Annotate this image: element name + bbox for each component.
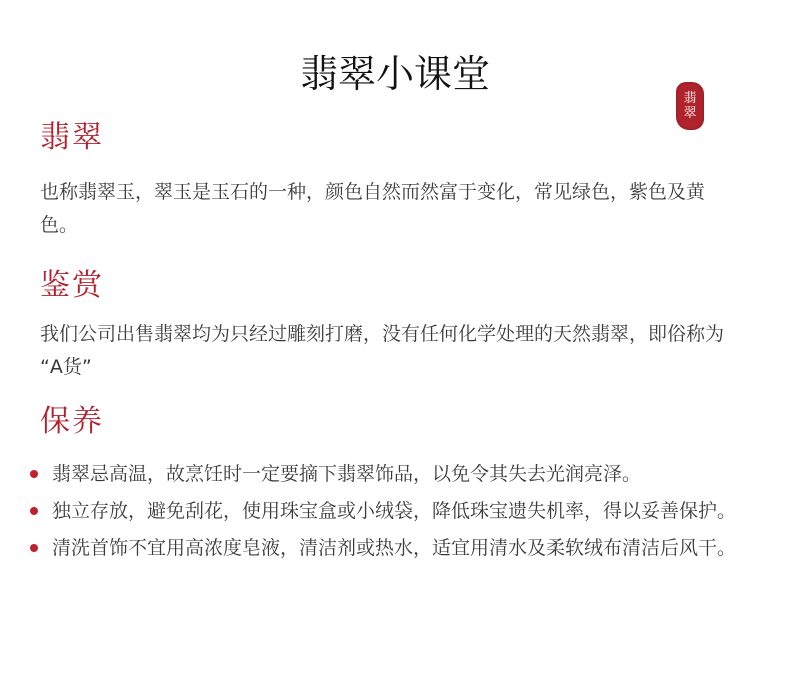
list-item bbox=[26, 495, 746, 528]
bullet-icon bbox=[30, 507, 38, 515]
care-item-text: 翡翠忌高温，故烹饪时一定要摘下翡翠饰品，以免令其失去光润亮泽。 bbox=[52, 463, 642, 485]
section-text-jadeite: 也称翡翠玉，翠玉是玉石的一种，颜色自然而然富于变化，常见绿色，紫色及黄色。 bbox=[40, 181, 706, 236]
section-text-appreciation: 我们公司出售翡翠均为只经过雕刻打磨，没有任何化学处理的天然翡翠，即俗称为 “A货” bbox=[40, 323, 725, 378]
seal-char-2: 翠 bbox=[683, 106, 697, 121]
care-item-text: 清洗首饰不宜用高浓度皂液，清洁剂或热水，适宜用清水及柔软绒布清洁后风干。 bbox=[52, 537, 737, 559]
section-heading-jadeite: 翡翠 bbox=[40, 120, 104, 155]
bullet-icon bbox=[30, 544, 38, 552]
section-heading-appreciation: 鉴赏 bbox=[40, 268, 104, 303]
seal-char-1: 翡 bbox=[683, 91, 697, 106]
bullet-icon bbox=[30, 470, 38, 478]
care-list bbox=[26, 458, 746, 569]
list-item bbox=[26, 532, 746, 565]
care-item-text: 独立存放，避免刮花，使用珠宝盒或小绒袋，降低珠宝遗失机率，得以妥善保护。 bbox=[52, 500, 737, 522]
section-heading-care: 保养 bbox=[40, 404, 104, 439]
list-item bbox=[26, 458, 746, 491]
page-title: 翡翠小课堂 bbox=[299, 52, 490, 96]
seal-stamp bbox=[676, 82, 704, 130]
